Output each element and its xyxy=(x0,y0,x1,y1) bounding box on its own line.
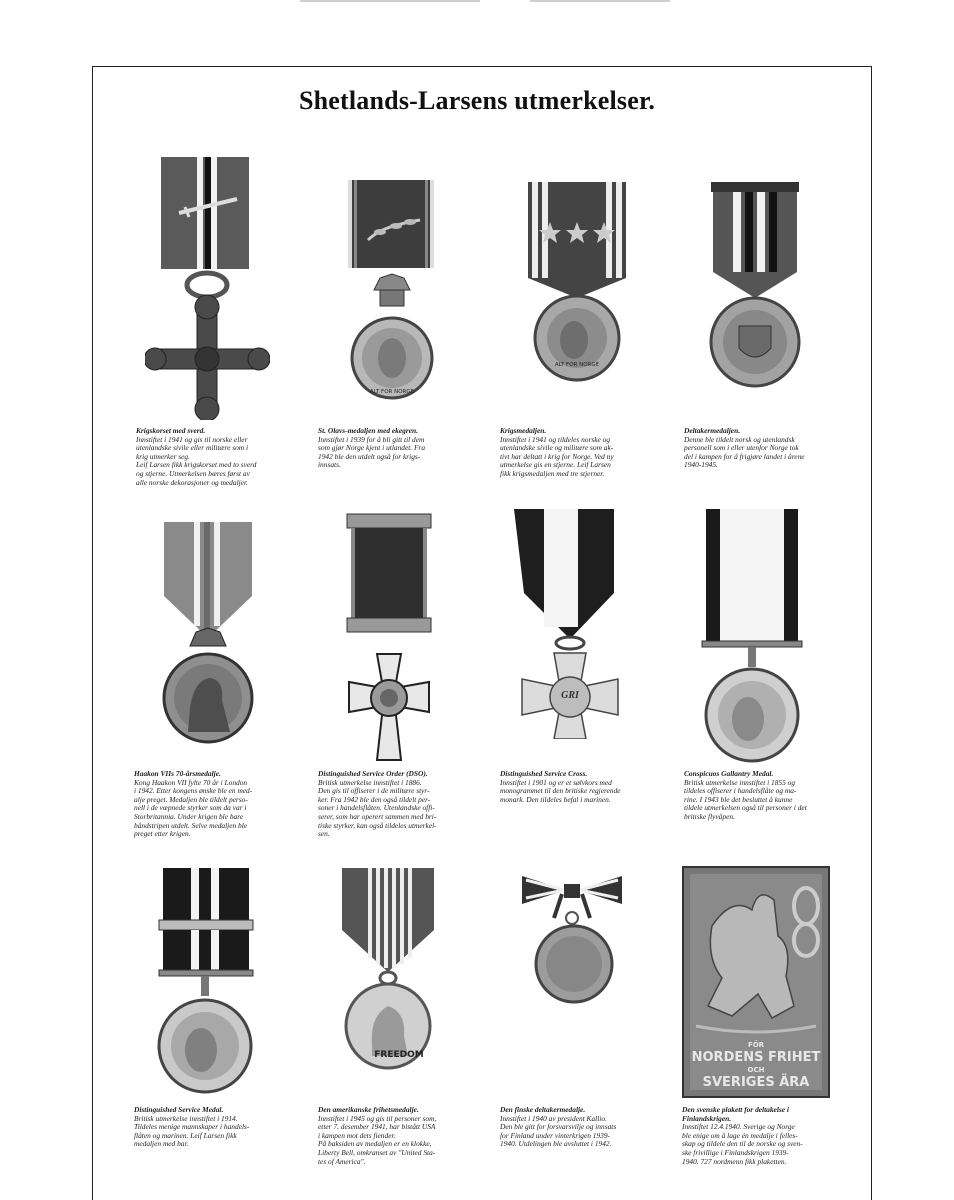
caption-cgm xyxy=(684,770,834,822)
plaque-text xyxy=(682,1040,830,1090)
caption-line: Kong Haakon VII fylte 70 år i London xyxy=(134,777,248,787)
caption-line: tildeles offiserer i handelsflåte og ma- xyxy=(684,786,797,796)
caption-line: tildele utmerkelsen også til personer i det xyxy=(684,803,807,813)
caption-dsc xyxy=(500,770,650,804)
caption-line: Innstiftet i 1941 og tildeles norske og xyxy=(500,434,611,444)
caption-line: Britisk utmerkelse innstiftet i 1886. xyxy=(318,777,422,787)
top-edge-mark-right xyxy=(530,0,670,2)
caption-line: Innstiftet i 1939 for å bli gitt til dem xyxy=(318,434,425,444)
caption-line: Den gis til offiserer i de militære styr- xyxy=(318,786,430,796)
caption-swedish-plaque xyxy=(682,1106,832,1166)
caption-line: og stjerne. Utmerkelsen bæres først av xyxy=(136,468,250,478)
caption-title: Den finske deltakermedalje. xyxy=(500,1105,586,1114)
caption-line: Britisk utmerkelse innstiftet i 1914. xyxy=(134,1113,238,1123)
caption-title: Den svenske plakett for deltakelse i Finlandskrigen. xyxy=(682,1105,789,1123)
caption-line: i kampen mot dets fiender. xyxy=(318,1130,396,1140)
caption-dso xyxy=(318,770,468,839)
caption-line: flåten og marinen. Leif Larsen fikk xyxy=(134,1130,237,1140)
caption-title: Haakon VIIs 70-årsmedalje. xyxy=(134,769,221,778)
caption-line: alje preget. Medaljen ble tildelt perso- xyxy=(134,794,248,804)
caption-line: utenlandske sivile eller militære som i xyxy=(136,443,249,453)
caption-title: Den amerikanske frihetsmedalje. xyxy=(318,1105,419,1114)
caption-line: utenlandske sivile og militære som ak- xyxy=(500,443,614,453)
caption-line: personell som i eller utenfor Norge tok xyxy=(684,443,799,453)
medal-image-haakon-70 xyxy=(160,520,260,748)
medal-image-finnish xyxy=(518,866,626,1008)
caption-line: sen. xyxy=(318,829,330,839)
caption-line: rine. I 1943 ble det besluttet å kunne xyxy=(684,794,793,804)
medal-image-deltakermedaljen xyxy=(705,180,805,390)
caption-line: 1940. 727 nordmenn fikk plaketten. xyxy=(682,1156,787,1166)
caption-title: Krigskorset med sverd. xyxy=(136,426,206,435)
caption-line: serer, som har operert sammen med bri- xyxy=(318,811,437,821)
caption-line: ske frivillige i Finlandskrigen 1939- xyxy=(682,1147,789,1157)
caption-line: Britisk utmerkelse innstiftet i 1855 og xyxy=(684,777,796,787)
caption-line: 1942 ble den utdelt også for krigs- xyxy=(318,451,421,461)
caption-line: båndstripen utdelt. Selve medaljen ble xyxy=(134,820,248,830)
caption-line: 1940. Utdelingen ble avsluttet i 1942. xyxy=(500,1139,612,1149)
caption-line: utmerkelse gis en stjerne. Leif Larsen xyxy=(500,460,611,470)
caption-line: i 1942. Etter kongens ønske ble en med- xyxy=(134,786,253,796)
caption-line: monogrammet til den britiske regjerende xyxy=(500,786,621,796)
caption-line: tivt har deltatt i krig for Norge. Ved ny xyxy=(500,451,614,461)
caption-line: medaljen med bar. xyxy=(134,1139,189,1149)
caption-line: Innstiftet i 1901 og er et sølvkors med xyxy=(500,777,612,787)
caption-line: alle norske dekorasjoner og medaljer. xyxy=(136,477,248,487)
medal-image-dsm xyxy=(155,866,255,1098)
caption-line: ker. Fra 1942 ble den også tildelt per- xyxy=(318,794,431,804)
caption-line: Liberty Bell, omkranset av "United Sta- xyxy=(318,1147,436,1157)
plaque-line: FÖR xyxy=(747,1041,765,1049)
caption-line: monark. Den tildeles befal i marinen. xyxy=(500,794,611,804)
caption-title: St. Olavs-medaljen med ekegren. xyxy=(318,426,418,435)
caption-line: Innstiftet i 1945 og gis til personer som, xyxy=(318,1113,437,1123)
caption-line: tiske styrker, kan også tildeles utmerkel- xyxy=(318,820,437,830)
caption-line: Den ble gitt for forsvarsvilje og innsats xyxy=(500,1122,617,1132)
top-edge-mark-left xyxy=(300,0,480,2)
caption-title: Distinguished Service Medal. xyxy=(134,1105,224,1114)
caption-title: Krigsmedaljen. xyxy=(500,426,547,435)
medal-image-dso xyxy=(333,512,445,767)
caption-title: Conspicuos Gallantry Medal. xyxy=(684,769,774,778)
medal-image-krigsmedaljen xyxy=(522,180,632,385)
caption-line: Tildeles menige mannskaper i handels- xyxy=(134,1122,250,1132)
caption-line: Storbritannia. Under krigen ble bare xyxy=(134,811,244,821)
caption-krigsmedaljen xyxy=(500,427,650,479)
caption-dsm xyxy=(134,1106,284,1149)
coin-inscription-freedom: FREEDOM xyxy=(374,1050,424,1060)
plaque-line: OCH xyxy=(747,1066,765,1074)
medal-image-cgm xyxy=(700,507,805,765)
caption-line: Innstiftet i 1941 og gis til norske eller xyxy=(136,434,248,444)
caption-line: Denne ble tildelt norsk og utenlandsk xyxy=(684,434,795,444)
caption-line: skap og tildele den til de norske og sven- xyxy=(682,1139,803,1149)
medal-image-krigskorset xyxy=(145,155,270,420)
caption-line: På baksiden av medaljen er en klokke, xyxy=(318,1139,432,1149)
caption-line: 1940-1945. xyxy=(684,460,718,470)
medal-image-st-olav xyxy=(340,178,445,413)
caption-line: preget etter krigen. xyxy=(134,829,191,839)
coin-inscription-olav: ALT FOR NORGE xyxy=(369,389,415,395)
caption-st-olav xyxy=(318,427,468,470)
caption-line: britiske flyvåpen. xyxy=(684,811,735,821)
caption-haakon-70 xyxy=(134,770,284,839)
medal-image-swedish-plaque xyxy=(682,866,830,1098)
caption-title: Distinguished Service Cross. xyxy=(500,769,588,778)
medal-image-freedom xyxy=(338,866,438,1076)
caption-krigskorset xyxy=(136,427,286,487)
caption-title: Deltakermedaljen. xyxy=(684,426,741,435)
caption-line: Leif Larsen fikk krigskorset med to sverd xyxy=(136,460,257,470)
caption-line: for Finland under vinterkrigen 1939- xyxy=(500,1130,611,1140)
plaque-line: SVERIGES ÄRA xyxy=(702,1075,810,1090)
caption-line: innsats. xyxy=(318,460,341,470)
caption-freedom xyxy=(318,1106,468,1166)
page-title: Shetlands-Larsens utmerkelser. xyxy=(298,86,656,115)
caption-deltakermedaljen xyxy=(684,427,834,470)
caption-line: etter 7. desember 1941, har bistått USA xyxy=(318,1122,436,1132)
caption-finnish xyxy=(500,1106,650,1149)
caption-line: Innstiftet i 1940 av president Kallio. xyxy=(500,1113,607,1123)
caption-line: tes of America". xyxy=(318,1156,366,1166)
coin-inscription-krig: ALT FOR NORGE xyxy=(554,362,600,368)
caption-line: nell i de væpnede styrker som da var i xyxy=(134,803,247,813)
coin-inscription-dsc: GRI xyxy=(561,690,579,701)
medal-image-dsc xyxy=(510,507,630,739)
caption-line: krig utmerker seg. xyxy=(136,451,190,461)
plaque-line: NORDENS FRIHET xyxy=(691,1050,821,1065)
caption-line: Innstiftet 12.4.1940. Sverige og Norge xyxy=(682,1122,795,1132)
caption-line: som gjør Norge kjent i utlandet. Fra xyxy=(318,443,426,453)
caption-line: ble enige om å lage én medalje i felles- xyxy=(682,1130,798,1140)
caption-title: Distinguished Service Order (DSO). xyxy=(318,769,428,778)
caption-line: del i kampen for å frigjøre landet i årene xyxy=(684,451,805,461)
caption-line: soner i handelsflåten. Utenlandske offi- xyxy=(318,803,435,813)
caption-line: fikk krigsmedaljen med tre stjerner. xyxy=(500,468,605,478)
